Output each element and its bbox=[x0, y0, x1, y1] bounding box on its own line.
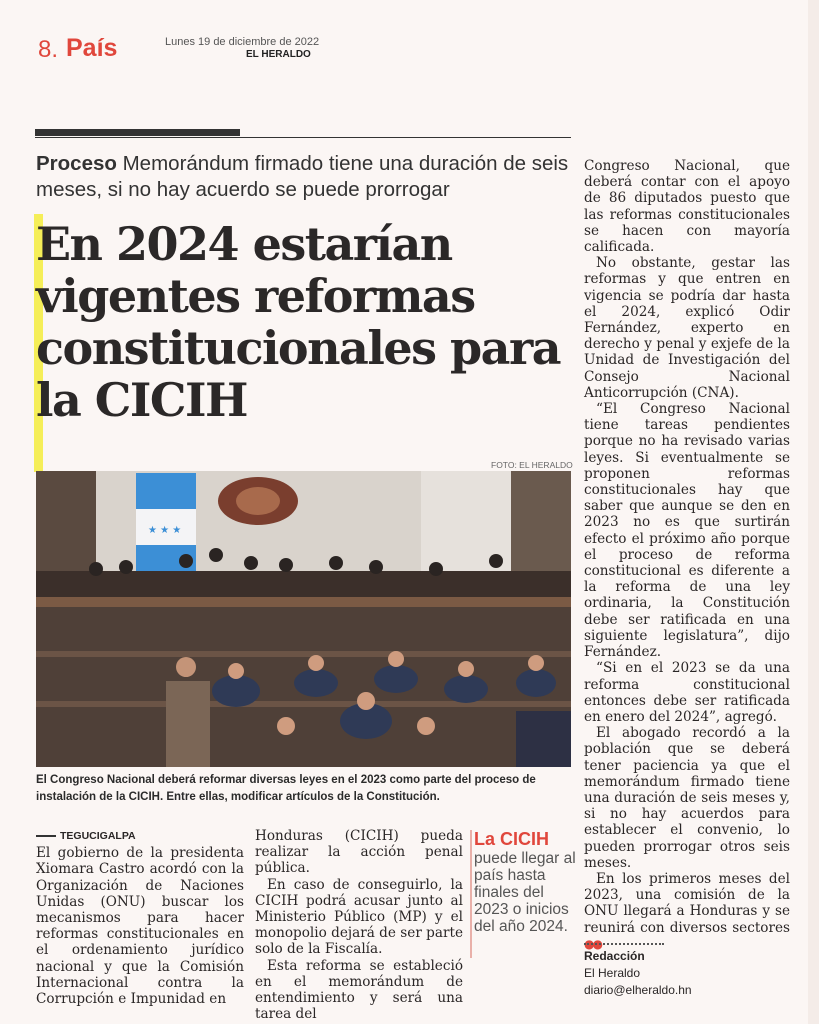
paragraph: El gobierno de la presidenta Xiomara Castro acordó con la Organización de Naciones Unidas (ONU) buscar los mecanismos para hacer reformas constitucionales en el ordenamiento jurídico nacional y que la Comisión Internacional contra la Corrupción e Impunidad en bbox=[36, 845, 244, 1008]
paragraph-text: En los primeros meses del 2023, una comisión de la ONU llegará a Honduras y se reunirá con diversos sectores bbox=[584, 870, 790, 936]
dateline bbox=[36, 828, 244, 844]
pullquote-body: puede llegar al país hasta finales del 2023 o inicios del año 2024. bbox=[474, 850, 576, 935]
paragraph: “El Congreso Nacional tiene tareas pendientes porque no ha revisado varias leyes. Si eventualmente se proponen reformas constitucionales hay que saber que aunque se den en 2023 no es que surtirán efecto el próximo año porque el proceso de reforma constitucional es diferente a la reforma de una ley ordinaria, la Constitución debe ser ratificada en una siguiente legislatura”, dijo Fernández. bbox=[584, 401, 790, 661]
newspaper-name: EL HERALDO bbox=[246, 49, 311, 60]
paragraph: “Si en el 2023 se da una reforma constitucional entonces debe ser ratificada en enero del 2024”, agregó. bbox=[584, 660, 790, 725]
heading-rule-thin bbox=[35, 137, 571, 138]
section-title: País bbox=[66, 34, 118, 62]
publication-date: Lunes 19 de diciembre de 2022 bbox=[165, 36, 320, 48]
photo-caption: El Congreso Nacional deberá reformar diversas leyes en el 2023 como parte del proceso de instalación de la CICIH. Entre ellas, modificar artículos de la Constitución. bbox=[36, 774, 536, 803]
byline-name: Redacción bbox=[584, 949, 645, 963]
end-mark-icon: ●● bbox=[584, 936, 601, 951]
kicker bbox=[36, 151, 576, 203]
photo-credit: FOTO: EL HERALDO bbox=[491, 460, 573, 470]
pullquote bbox=[474, 829, 578, 935]
byline-org: El Heraldo bbox=[584, 966, 641, 980]
svg-text:★ ★ ★: ★ ★ ★ bbox=[148, 525, 182, 536]
paragraph: El abogado recordó a la población que se deberá tener paciencia ya que el memorándum firmado tiene una duración de seis meses y, si no hay acuerdos para establecer el convenio, lo pueden prorrogar otros seis meses. bbox=[584, 725, 790, 871]
headline: En 2024 estarían vigentes reformas constitucionales para la CICIH bbox=[36, 217, 561, 427]
paragraph: Esta reforma se estableció en el memorándum de entendimiento y será una tarea del bbox=[255, 957, 463, 1023]
byline bbox=[584, 948, 692, 999]
congress-photo bbox=[36, 471, 571, 767]
kicker-text: Memorándum firmado tiene una duración de seis meses, si no hay acuerdo se puede prorrogar bbox=[36, 152, 569, 201]
dateline-rule bbox=[36, 835, 56, 837]
paragraph-last bbox=[584, 871, 790, 952]
heading-rule-thick bbox=[35, 129, 240, 136]
pullquote-title: La CICIH bbox=[474, 829, 550, 849]
paragraph: Honduras (CICIH) pueda realizar la acción penal pública. bbox=[255, 828, 463, 877]
kicker-label: Proceso bbox=[36, 152, 117, 175]
byline-email[interactable]: diario@elheraldo.hn bbox=[584, 983, 692, 997]
pullquote-bar bbox=[470, 830, 472, 958]
paragraph: En caso de conseguirlo, la CICIH podrá acusar junto al Ministerio Público (MP) y el monopolio dejará de ser parte solo de la Fiscalía. bbox=[255, 876, 463, 958]
paragraph: No obstante, gestar las reformas y que entren en vigencia se podría dar hasta el 2024, explicó Odir Fernández, experto en derecho y penal y exjefe de la Unidad de Investigación del Consejo Nacional Anticorrupción (CNA). bbox=[584, 255, 790, 401]
page-edge bbox=[808, 0, 819, 1024]
dateline-text: TEGUCIGALPA bbox=[60, 830, 136, 842]
column-3 bbox=[584, 158, 790, 952]
column-2 bbox=[255, 828, 463, 1022]
byline-rule bbox=[584, 943, 664, 945]
page-number: 8. bbox=[38, 36, 59, 63]
column-1 bbox=[36, 828, 244, 1007]
paragraph: Congreso Nacional, que deberá contar con el apoyo de 86 diputados puesto que las reformas constitucionales se hacen con mayoría calificada. bbox=[584, 158, 790, 256]
